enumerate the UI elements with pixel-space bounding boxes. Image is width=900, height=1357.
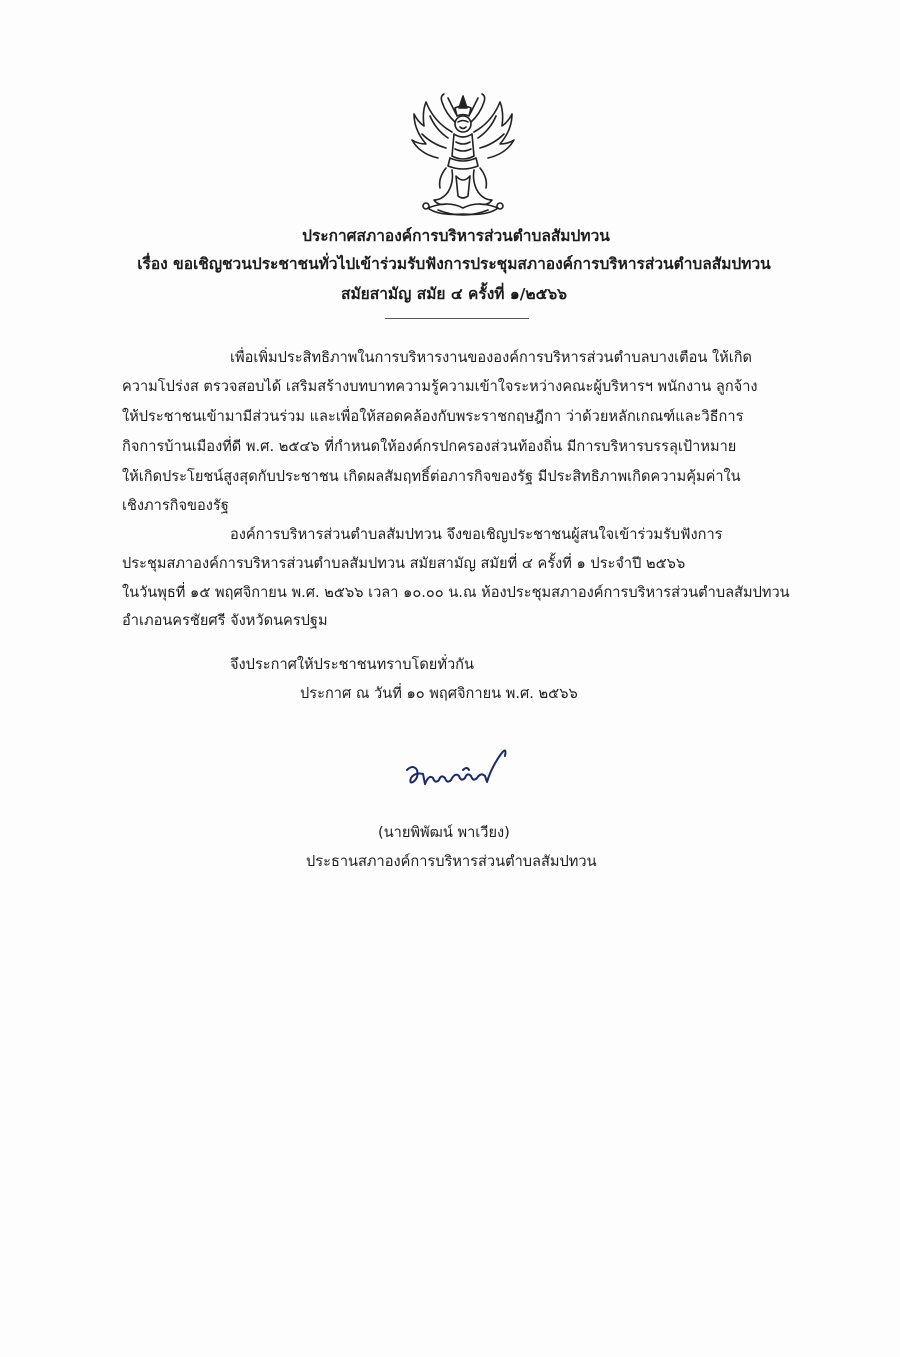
handwritten-signature: [403, 748, 523, 798]
paragraph-1-line-1: เพื่อเพิ่มประสิทธิภาพในการบริหารงานขององค์การบริหารส่วนตำบลบางเตือน ให้เกิด: [230, 349, 753, 366]
announcement-title: ประกาศสภาองค์การบริหารส่วนตำบลสัมปทวน: [302, 227, 610, 245]
paragraph-2-line-2: ประชุมสภาองค์การบริหารส่วนตำบลสัมปทวน สมัยสามัญ สมัยที่ ๔ ครั้งที่ ๑ ประจำปี ๒๕๖๖: [122, 555, 686, 572]
paragraph-1-line-5: ให้เกิดประโยชน์สูงสุดกับประชาชน เกิดผลสัมฤทธิ์ต่อภารกิจของรัฐ มีประสิทธิภาพเกิดความคุ้มค่าใน: [122, 468, 741, 485]
heading-divider: [385, 318, 529, 319]
paragraph-1-line-4: กิจการบ้านเมืองที่ดี พ.ศ. ๒๕๔๖ ที่กำหนดให้องค์กรปกครองส่วนท้องถิ่น มีการบริหารบรรลุเป้าหมาย: [122, 438, 737, 455]
signatory-position: ประธานสภาองค์การบริหารส่วนตำบลสัมปทวน: [306, 853, 597, 870]
paragraph-2-line-3: ในวันพุธที่ ๑๕ พฤศจิกายน พ.ศ. ๒๕๖๖ เวลา ๑๐.๐๐ น.ณ ห้องประชุมสภาองค์การบริหารส่วนตำบลสัมปทวน: [122, 584, 790, 601]
paragraph-1-line-3: ให้ประชาชนเข้ามามีส่วนร่วม และเพื่อให้สอดคล้องกับพระราชกฤษฎีกา ว่าด้วยหลักเกณฑ์และวิธีการ: [122, 408, 744, 425]
paragraph-2-line-1: องค์การบริหารส่วนตำบลสัมปทวน จึงขอเชิญประชาชนผู้สนใจเข้าร่วมรับฟังการ: [230, 526, 723, 543]
closing-statement: จึงประกาศให้ประชาชนทราบโดยทั่วกัน: [230, 656, 474, 673]
session-line: สมัยสามัญ สมัย ๔ ครั้งที่ ๑/๒๕๖๖: [340, 285, 568, 303]
announcement-date: ประกาศ ณ วันที่ ๑๐ พฤศจิกายน พ.ศ. ๒๕๖๖: [300, 685, 578, 702]
signatory-name: (นายพิพัฒน์ พาเวียง): [378, 824, 510, 841]
garuda-emblem-icon: [408, 92, 518, 222]
paragraph-1-line-2: ความโปร่งส ตรวจสอบได้ เสริมสร้างบทบาทความรู้ความเข้าใจระหว่างคณะผู้บริหารฯ พนักงาน ลูกจ้าง: [122, 378, 758, 395]
announcement-subject: เรื่อง ขอเชิญชวนประชาชนทั่วไปเข้าร่วมรับฟังการประชุมสภาองค์การบริหารส่วนตำบลสัมปทวน: [137, 255, 771, 273]
paragraph-1-line-6: เชิงภารกิจของรัฐ: [122, 497, 229, 514]
paragraph-2-line-4: อำเภอนครชัยศรี จังหวัดนครปฐม: [122, 612, 328, 629]
